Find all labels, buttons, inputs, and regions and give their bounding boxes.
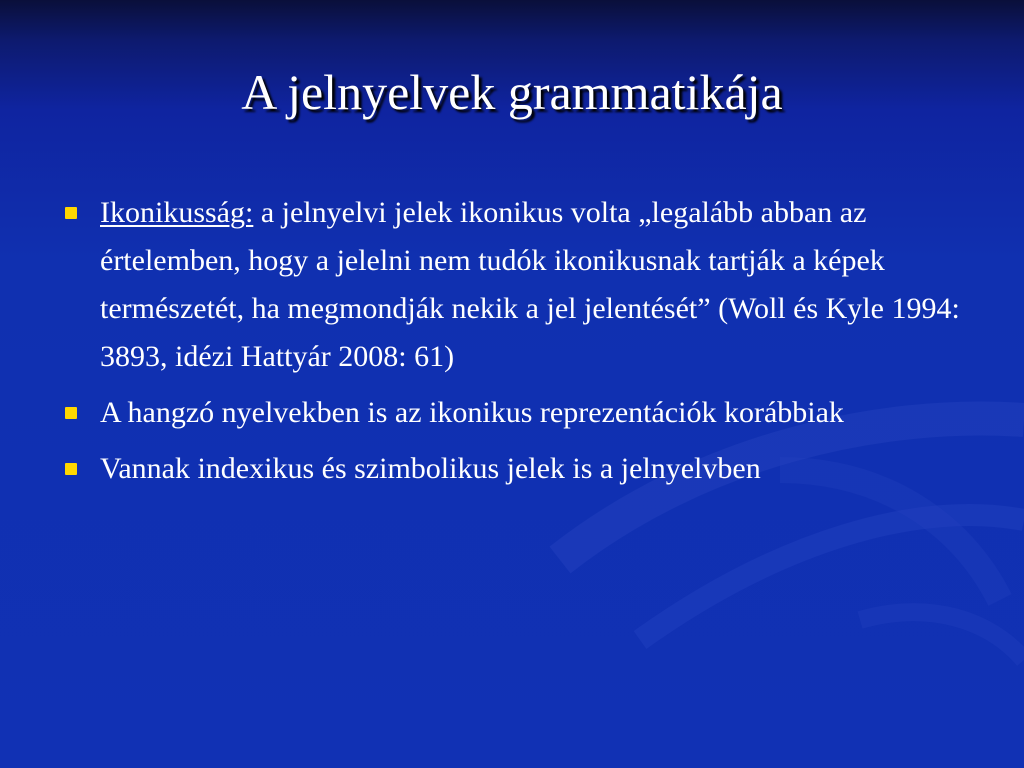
bullet-term: Ikonikusság: [100, 196, 254, 229]
bullet-text: a jelnyelvi jelek ikonikus volta „legalább abban az értelemben, hogy a jelelni nem tudók ikonikusnak tartják a képek természetét, ha megmondják nekik a jel jelentését” (Woll és Kyle 1994: 3893, idézi Hattyár 2008: 61) [100, 196, 960, 373]
bullet-square-icon [65, 463, 77, 475]
bullet-text: Vannak indexikus és szimbolikus jelek is a jelnyelvben [100, 452, 761, 485]
bullet-square-icon [65, 407, 77, 419]
bullet-item-hangzo-nyelvek [62, 389, 962, 437]
slide-title: A jelnyelvek grammatikája [241, 64, 783, 120]
bullet-item-indexikus-jelek [62, 445, 962, 493]
bullet-list [62, 189, 962, 493]
bullet-item-ikonikussag [62, 189, 962, 381]
bullet-text: A hangzó nyelvekben is az ikonikus reprezentációk korábbiak [100, 396, 844, 429]
bullet-square-icon [65, 207, 77, 219]
